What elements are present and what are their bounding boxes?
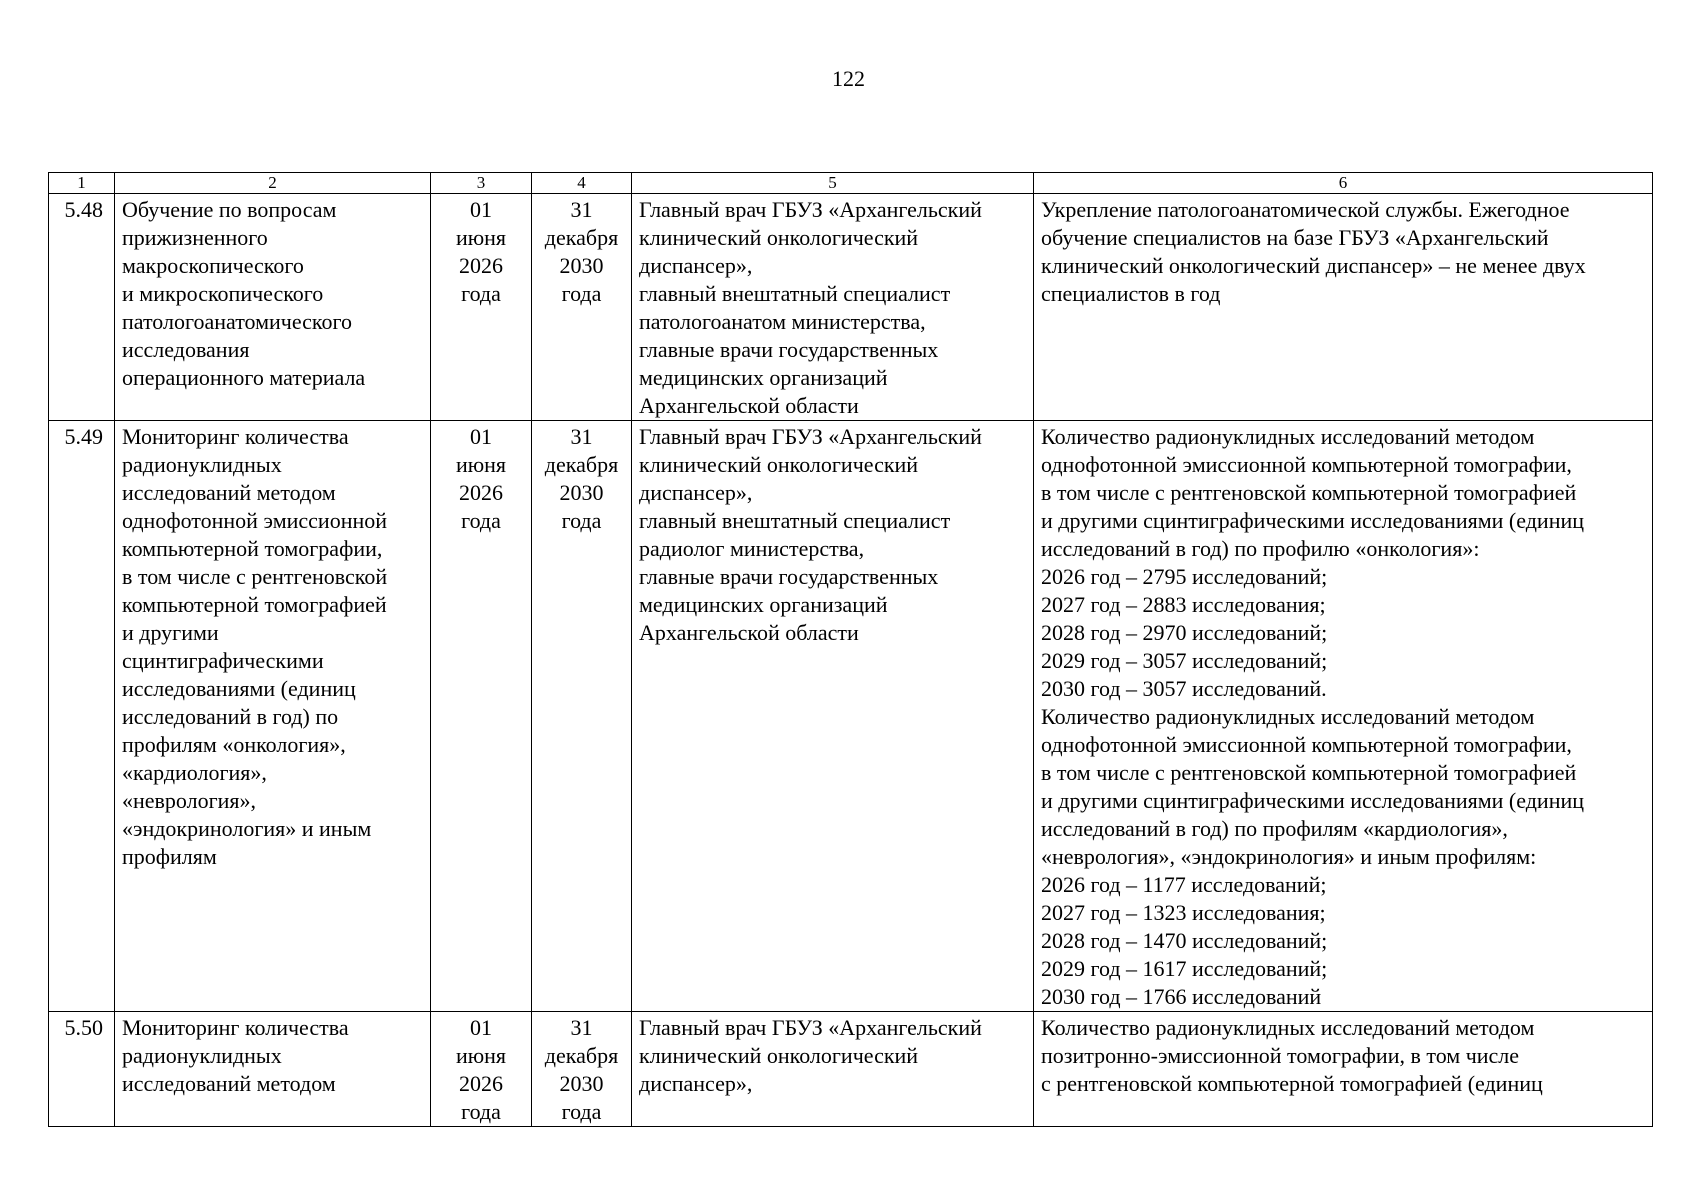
cell-line: и другими bbox=[122, 620, 219, 645]
cell-line: с рентгеновской компьютерной томографией (единиц bbox=[1041, 1071, 1543, 1096]
cell-line: Архангельской области bbox=[639, 393, 859, 418]
cell-line: 2027 год – 2883 исследования; bbox=[1041, 592, 1326, 617]
table-row bbox=[49, 421, 1653, 1012]
responsible-cell bbox=[632, 1012, 1034, 1127]
column-number-1: 1 bbox=[49, 173, 115, 194]
table-row bbox=[49, 1012, 1653, 1127]
cell-line: года bbox=[461, 508, 501, 533]
cell-line: клинический онкологический bbox=[639, 1043, 919, 1068]
cell-line: позитронно-эмиссионной томографии, в том числе bbox=[1041, 1043, 1520, 1068]
cell-line: 2030 bbox=[559, 480, 604, 505]
cell-line: 31 bbox=[570, 1015, 593, 1040]
cell-line: 2030 год – 3057 исследований. bbox=[1041, 676, 1327, 701]
cell-line: клинический онкологический bbox=[639, 452, 919, 477]
cell-line: и микроскопического bbox=[122, 281, 324, 306]
start-date-cell bbox=[431, 421, 532, 1012]
cell-line: «неврология», «эндокринология» и иным профилям: bbox=[1041, 844, 1537, 869]
cell-line: 31 bbox=[570, 197, 593, 222]
cell-line: клинический онкологический bbox=[639, 225, 919, 250]
cell-line: патологоанатом министерства, bbox=[639, 309, 926, 334]
end-date-cell bbox=[532, 421, 632, 1012]
cell-line: медицинских организаций bbox=[639, 365, 888, 390]
cell-line: однофотонной эмиссионной компьютерной томографии, bbox=[1041, 452, 1572, 477]
cell-line: исследований в год) по профилям «кардиология», bbox=[1041, 816, 1508, 841]
column-number-3: 3 bbox=[431, 173, 532, 194]
cell-line: медицинских организаций bbox=[639, 592, 888, 617]
cell-line: «кардиология», bbox=[122, 760, 267, 785]
cell-line: Укрепление патологоанатомической службы. Ежегодное bbox=[1041, 197, 1570, 222]
cell-line: патологоанатомического bbox=[122, 309, 352, 334]
cell-line: года bbox=[461, 281, 501, 306]
cell-line: декабря bbox=[544, 452, 619, 477]
cell-line: 2030 год – 1766 исследований bbox=[1041, 984, 1322, 1009]
cell-line: 01 bbox=[470, 197, 492, 222]
cell-line: июня bbox=[455, 452, 507, 477]
cell-line: и другими сцинтиграфическими исследованиями (единиц bbox=[1041, 508, 1585, 533]
cell-line: клинический онкологический диспансер» – не менее двух bbox=[1041, 253, 1586, 278]
cell-line: Количество радионуклидных исследований методом bbox=[1041, 704, 1535, 729]
cell-line: Главный врач ГБУЗ «Архангельский bbox=[639, 424, 982, 449]
cell-line: года bbox=[561, 281, 602, 306]
cell-line: главный внештатный специалист bbox=[639, 508, 951, 533]
cell-line: 2030 bbox=[559, 253, 604, 278]
cell-line: Главный врач ГБУЗ «Архангельский bbox=[639, 1015, 982, 1040]
cell-line: 2026 год – 2795 исследований; bbox=[1041, 564, 1328, 589]
cell-line: Архангельской области bbox=[639, 620, 859, 645]
cell-line: года bbox=[561, 508, 602, 533]
cell-line: исследований в год) по профилю «онкология»: bbox=[1041, 536, 1480, 561]
cell-line: главный внештатный специалист bbox=[639, 281, 951, 306]
task-cell bbox=[115, 421, 431, 1012]
cell-line: в том числе с рентгеновской bbox=[122, 564, 388, 589]
cell-line: и другими сцинтиграфическими исследованиями (единиц bbox=[1041, 788, 1585, 813]
cell-line: радионуклидных bbox=[122, 452, 282, 477]
cell-line: исследований методом bbox=[122, 1071, 336, 1096]
cell-line: исследований в год) по bbox=[122, 704, 339, 729]
cell-line: 2026 bbox=[459, 1071, 503, 1096]
cell-line: 2030 bbox=[559, 1071, 604, 1096]
cell-line: июня bbox=[455, 225, 507, 250]
cell-line: Обучение по вопросам bbox=[122, 197, 337, 222]
cell-line: макроскопического bbox=[122, 253, 304, 278]
cell-line: года bbox=[461, 1099, 501, 1124]
cell-line: в том числе с рентгеновской компьютерной томографией bbox=[1041, 480, 1577, 505]
end-date-cell bbox=[532, 194, 632, 421]
cell-line: 2029 год – 3057 исследований; bbox=[1041, 648, 1328, 673]
cell-line: главные врачи государственных bbox=[639, 564, 939, 589]
cell-line: профилям «онкология», bbox=[122, 732, 346, 757]
table-row bbox=[49, 194, 1653, 421]
cell-line: декабря bbox=[544, 225, 619, 250]
expected-result-cell bbox=[1034, 1012, 1653, 1127]
table-body bbox=[49, 173, 1653, 1127]
item-number-cell: 5.48 bbox=[49, 194, 115, 421]
cell-line: 2028 год – 1470 исследований; bbox=[1041, 928, 1328, 953]
start-date-cell bbox=[431, 1012, 532, 1127]
responsible-cell bbox=[632, 194, 1034, 421]
item-number-cell: 5.49 bbox=[49, 421, 115, 1012]
start-date-cell bbox=[431, 194, 532, 421]
cell-line: компьютерной томографии, bbox=[122, 536, 383, 561]
column-number-row bbox=[49, 173, 1653, 194]
cell-line: сцинтиграфическими bbox=[122, 648, 324, 673]
end-date-cell bbox=[532, 1012, 632, 1127]
cell-line: главные врачи государственных bbox=[639, 337, 939, 362]
cell-line: 2026 bbox=[459, 480, 503, 505]
cell-line: однофотонной эмиссионной компьютерной томографии, bbox=[1041, 732, 1572, 757]
cell-line: 31 bbox=[570, 424, 593, 449]
cell-line: операционного материала bbox=[122, 365, 366, 390]
item-number-cell: 5.50 bbox=[49, 1012, 115, 1127]
cell-line: 2026 bbox=[459, 253, 503, 278]
cell-line: профилям bbox=[122, 844, 217, 869]
cell-line: прижизненного bbox=[122, 225, 268, 250]
cell-line: 2026 год – 1177 исследований; bbox=[1041, 872, 1327, 897]
cell-line: «неврология», bbox=[122, 788, 257, 813]
cell-line: радионуклидных bbox=[122, 1043, 282, 1068]
expected-result-cell bbox=[1034, 194, 1653, 421]
cell-line: исследованиями (единиц bbox=[122, 676, 356, 701]
cell-line: декабря bbox=[544, 1043, 619, 1068]
cell-line: 01 bbox=[470, 424, 492, 449]
cell-line: Мониторинг количества bbox=[122, 424, 349, 449]
expected-result-cell bbox=[1034, 421, 1653, 1012]
task-cell bbox=[115, 1012, 431, 1127]
page-number: 122 bbox=[832, 66, 865, 91]
cell-line: года bbox=[561, 1099, 602, 1124]
cell-line: специалистов в год bbox=[1041, 281, 1221, 306]
cell-line: радиолог министерства, bbox=[639, 536, 865, 561]
column-number-4: 4 bbox=[532, 173, 632, 194]
cell-line: 2028 год – 2970 исследований; bbox=[1041, 620, 1328, 645]
cell-line: Мониторинг количества bbox=[122, 1015, 349, 1040]
cell-line: исследования bbox=[122, 337, 250, 362]
cell-line: 01 bbox=[470, 1015, 492, 1040]
cell-line: Главный врач ГБУЗ «Архангельский bbox=[639, 197, 982, 222]
cell-line: июня bbox=[455, 1043, 507, 1068]
cell-line: обучение специалистов на базе ГБУЗ «Архангельский bbox=[1041, 225, 1549, 250]
column-number-5: 5 bbox=[632, 173, 1034, 194]
cell-line: диспансер», bbox=[639, 253, 753, 278]
cell-line: «эндокринология» и иным bbox=[122, 816, 372, 841]
task-cell bbox=[115, 194, 431, 421]
cell-line: Количество радионуклидных исследований методом bbox=[1041, 1015, 1535, 1040]
column-number-2: 2 bbox=[115, 173, 431, 194]
cell-line: 2027 год – 1323 исследования; bbox=[1041, 900, 1326, 925]
cell-line: 2029 год – 1617 исследований; bbox=[1041, 956, 1328, 981]
cell-line: диспансер», bbox=[639, 480, 753, 505]
responsible-cell bbox=[632, 421, 1034, 1012]
cell-line: однофотонной эмиссионной bbox=[122, 508, 388, 533]
column-number-6: 6 bbox=[1034, 173, 1653, 194]
cell-line: Количество радионуклидных исследований методом bbox=[1041, 424, 1535, 449]
cell-line: компьютерной томографией bbox=[122, 592, 387, 617]
cell-line: диспансер», bbox=[639, 1071, 753, 1096]
activity-table bbox=[48, 172, 1653, 1127]
cell-line: исследований методом bbox=[122, 480, 336, 505]
cell-line: в том числе с рентгеновской компьютерной томографией bbox=[1041, 760, 1577, 785]
